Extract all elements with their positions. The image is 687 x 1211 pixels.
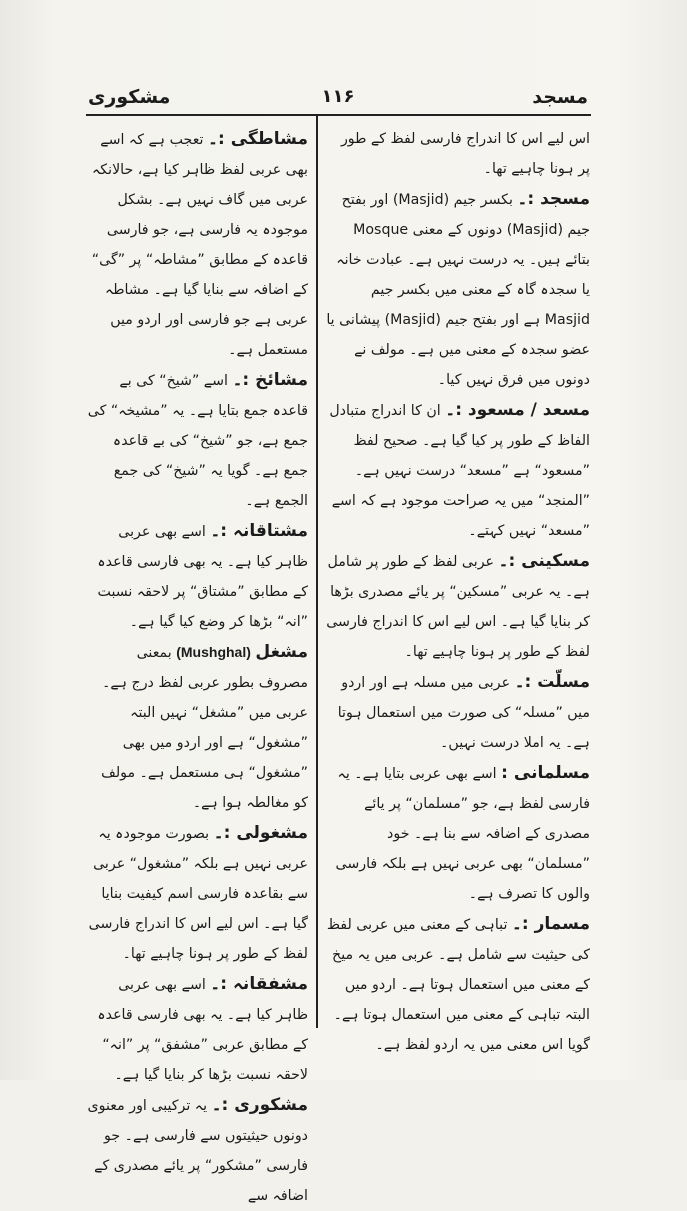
entry bbox=[86, 124, 308, 365]
entry-text: تعجب ہے کہ اسے بھی عربی لفظ ظاہر کیا ہے، حالانکہ عربی میں گاف نہیں ہے۔ بشکل موجودہ یہ فارسی ہے، جو فارسی قاعدہ کے مطابق ”مشاطہ“ پر ”گی“ کے اضافہ سے بنایا گیا ہے۔ مشاطہ عربی ہے جو فارسی اور اردو میں مستعمل ہے۔ bbox=[91, 132, 308, 358]
entry-text: عربی میں مسلہ ہے اور اردو میں ”مسلہ“ کی صورت میں استعمال ہوتا ہے۔ یہ املا درست نہیں۔ bbox=[337, 675, 590, 751]
entry-headword: مسمار :۔ bbox=[511, 914, 590, 934]
entry-text: عربی لفظ کے طور پر شامل ہے۔ یہ عربی ”مسکین“ پر یائے مصدری بڑھا کر بنایا گیا ہے۔ اس لیے اس کا اندراج فارسی لفظ کے طور پر ہونا چاہیے تھا۔ bbox=[326, 554, 590, 660]
entry bbox=[326, 546, 590, 667]
entry-text: تباہی کے معنی میں عربی لفظ کی حیثیت سے شامل ہے۔ عربی میں یہ میخ کے معنی میں استعمال ہوتا ہے۔ اردو میں البتہ تباہی کے معنی میں استعمال ہوتا ہے۔ گویا اس معنی میں یہ اردو لفظ ہے۔ bbox=[326, 917, 590, 1053]
entry-transliteration: (Mushghal) bbox=[176, 644, 251, 660]
entry-text: اسے بھی عربی بتایا ہے۔ یہ فارسی لفظ ہے، جو ”مسلمان“ پر یائے مصدری کے اضافہ سے بنا ہے۔ خود ”مسلمان“ بھی عربی نہیں ہے بلکہ فارسی والوں کا تصرف ہے۔ bbox=[335, 766, 590, 902]
entry bbox=[326, 758, 590, 909]
entry-headword: مشکوری :۔ bbox=[211, 1095, 308, 1115]
page-header bbox=[88, 82, 588, 118]
entry bbox=[86, 516, 308, 637]
entry-text: اسے ”شیخ“ کی بے قاعدہ جمع بتایا ہے۔ یہ ”مشیخہ“ کی جمع ہے، جو ”شیخ“ کی بے قاعدہ جمع ہے۔ گویا یہ ”شیخ“ کی جمع الجمع ہے۔ bbox=[87, 373, 308, 509]
entry-headword: مشتاقانہ :۔ bbox=[210, 521, 308, 541]
entry-text: ان کا اندراج متبادل الفاظ کے طور پر کیا گیا ہے۔ صحیح لفظ ”مسعود“ ہے ”مسعد“ درست نہیں ہے۔ ”المنجد“ میں یہ صراحت موجود ہے کہ اسے ”مسعد“ نہیں کہتے۔ bbox=[329, 403, 590, 539]
entry-headword: مشاطگی :۔ bbox=[208, 129, 308, 149]
entry bbox=[86, 818, 308, 969]
entry-headword: مشغولی :۔ bbox=[213, 823, 308, 843]
entry-headword: مشغل bbox=[255, 642, 308, 662]
entry bbox=[326, 184, 590, 395]
entry bbox=[86, 969, 308, 1090]
entry bbox=[86, 1090, 308, 1211]
entry-headword: مسلمانی : bbox=[501, 763, 590, 783]
entry-text: اس لیے اس کا اندراج فارسی لفظ کے طور پر ہونا چاہیے تھا۔ bbox=[340, 131, 590, 177]
entry-headword: مسجد :۔ bbox=[517, 189, 590, 209]
entry-text: اسے بھی عربی ظاہر کیا ہے۔ یہ بھی فارسی قاعدہ کے مطابق ”مشتاق“ پر لاحقہ نسبت ”انہ“ بڑھا کر وضع کیا گیا ہے۔ bbox=[97, 524, 308, 630]
entry-headword: مسکینی :۔ bbox=[498, 551, 590, 571]
right-column bbox=[326, 124, 590, 1053]
entry-headword: مشفقانہ :۔ bbox=[210, 974, 308, 994]
entry-headword: مشائخ :۔ bbox=[232, 370, 308, 390]
header-rule bbox=[86, 114, 591, 116]
left-column bbox=[86, 124, 308, 1204]
page-number: ۱۱۶ bbox=[321, 86, 355, 107]
entry-headword: مسلّت :۔ bbox=[514, 672, 590, 692]
entry-text: اسے بھی عربی ظاہر کیا ہے۔ یہ بھی فارسی قاعدہ کے مطابق عربی ”مشفق“ پر ”انہ“ لاحقہ نسبت بڑھا کر بنایا گیا ہے۔ bbox=[97, 977, 308, 1083]
entry-headword: مسعد / مسعود :۔ bbox=[445, 400, 590, 420]
entry bbox=[326, 667, 590, 758]
running-head-right: مسجد bbox=[532, 86, 588, 108]
entry bbox=[326, 395, 590, 546]
entry-text: بکسر جیم (Masjid) اور بفتح جیم (Masjid) دونوں کے معنی Mosque بتائے ہیں۔ یہ درست نہیں ہے۔ عبادت خانہ یا سجدہ گاہ کے معنی میں بکسر جیم Masjid ہے اور بفتح جیم (Masjid) پیشانی یا عضو سجدہ کے معنی میں ہے۔ مولف نے دونوں میں فرق نہیں کیا۔ bbox=[326, 192, 590, 388]
entry bbox=[86, 637, 308, 818]
entry-text: بمعنی مصروف بطور عربی لفظ درج ہے۔ عربی میں ”مشغل“ نہیں البتہ ”مشغول“ ہے اور اردو میں بھی ”مشغول“ ہی مستعمل ہے۔ مولف کو مغالطہ ہوا ہے۔ bbox=[101, 645, 308, 811]
running-head-left: مشکوری bbox=[88, 86, 171, 108]
entry bbox=[86, 365, 308, 516]
entry-text: بصورت موجودہ یہ عربی نہیں ہے بلکہ ”مشغول“ عربی سے بقاعدہ فارسی اسم کیفیت بنایا گیا ہے۔ اس لیے اس کا اندراج فارسی لفظ کے طور پر ہونا چاہیے تھا۔ bbox=[88, 826, 308, 962]
entry bbox=[326, 909, 590, 1060]
entry-text: یہ ترکیبی اور معنوی دونوں حیثیتوں سے فارسی ہے۔ جو فارسی ”مشکور“ پر یائے مصدری کے اضافہ سے bbox=[87, 1098, 308, 1204]
entry bbox=[326, 124, 590, 184]
column-divider bbox=[316, 116, 318, 1028]
